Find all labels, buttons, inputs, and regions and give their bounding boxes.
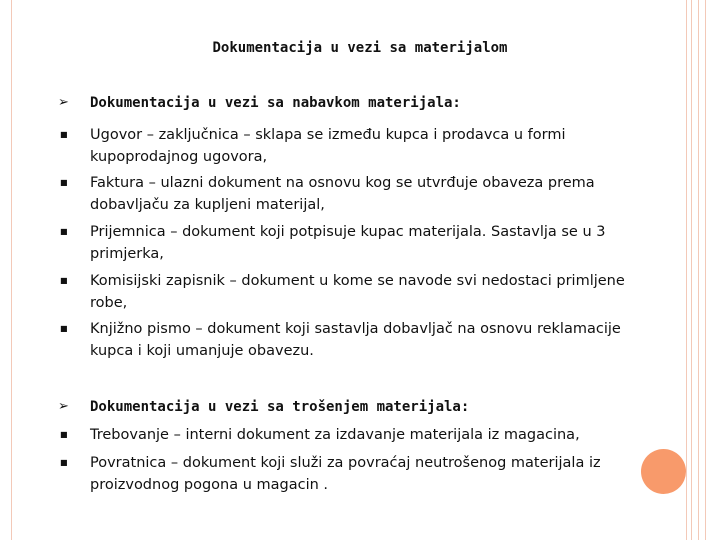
left-decor-line xyxy=(11,0,12,540)
right-decor-line xyxy=(686,0,687,540)
list-item: ■ Trebovanje – interni dokument za izdavanje materijala iz magacina, xyxy=(58,424,648,446)
square-bullet-icon: ■ xyxy=(60,178,68,187)
square-bullet-icon: ■ xyxy=(60,430,68,439)
square-bullet-icon: ■ xyxy=(60,276,68,285)
square-bullet-icon: ■ xyxy=(60,324,68,333)
right-decor-line xyxy=(698,0,699,540)
list-item: ■ Komisijski zapisnik – dokument u kome se navode svi nedostaci primljene robe, xyxy=(58,270,648,314)
square-bullet-icon: ■ xyxy=(60,227,68,236)
right-decor-line xyxy=(705,0,706,540)
right-decor-line xyxy=(691,0,692,540)
list-item: ■ Ugovor – zaključnica – sklapa se između kupca i prodavca u formi kupoprodajnog ugovora, xyxy=(58,124,648,168)
page-title: Dokumentacija u vezi sa materijalom xyxy=(212,40,508,56)
list-item: ■ Povratnica – dokument koji služi za povraćaj neutrošenog materijala iz proizvodnog pogona u magacin . xyxy=(58,452,648,496)
list-item: ■ Faktura – ulazni dokument na osnovu kog se utvrđuje obaveza prema dobavljaču za kupljeni materijal, xyxy=(58,172,648,216)
section-heading-trosenje: ➢ Dokumentacija u vezi sa trošenjem materijala: xyxy=(58,396,648,418)
arrow-bullet-icon: ➢ xyxy=(58,399,69,414)
arrow-bullet-icon: ➢ xyxy=(58,95,69,110)
section-heading-nabavka: ➢ Dokumentacija u vezi sa nabavkom materijala: xyxy=(58,92,648,114)
list-item: ■ Prijemnica – dokument koji potpisuje kupac materijala. Sastavlja se u 3 primjerka, xyxy=(58,221,648,265)
square-bullet-icon: ■ xyxy=(60,130,68,139)
square-bullet-icon: ■ xyxy=(60,458,68,467)
list-item: ■ Knjižno pismo – dokument koji sastavlja dobavljač na osnovu reklamacije kupca i koji umanjuje obavezu. xyxy=(58,318,648,362)
